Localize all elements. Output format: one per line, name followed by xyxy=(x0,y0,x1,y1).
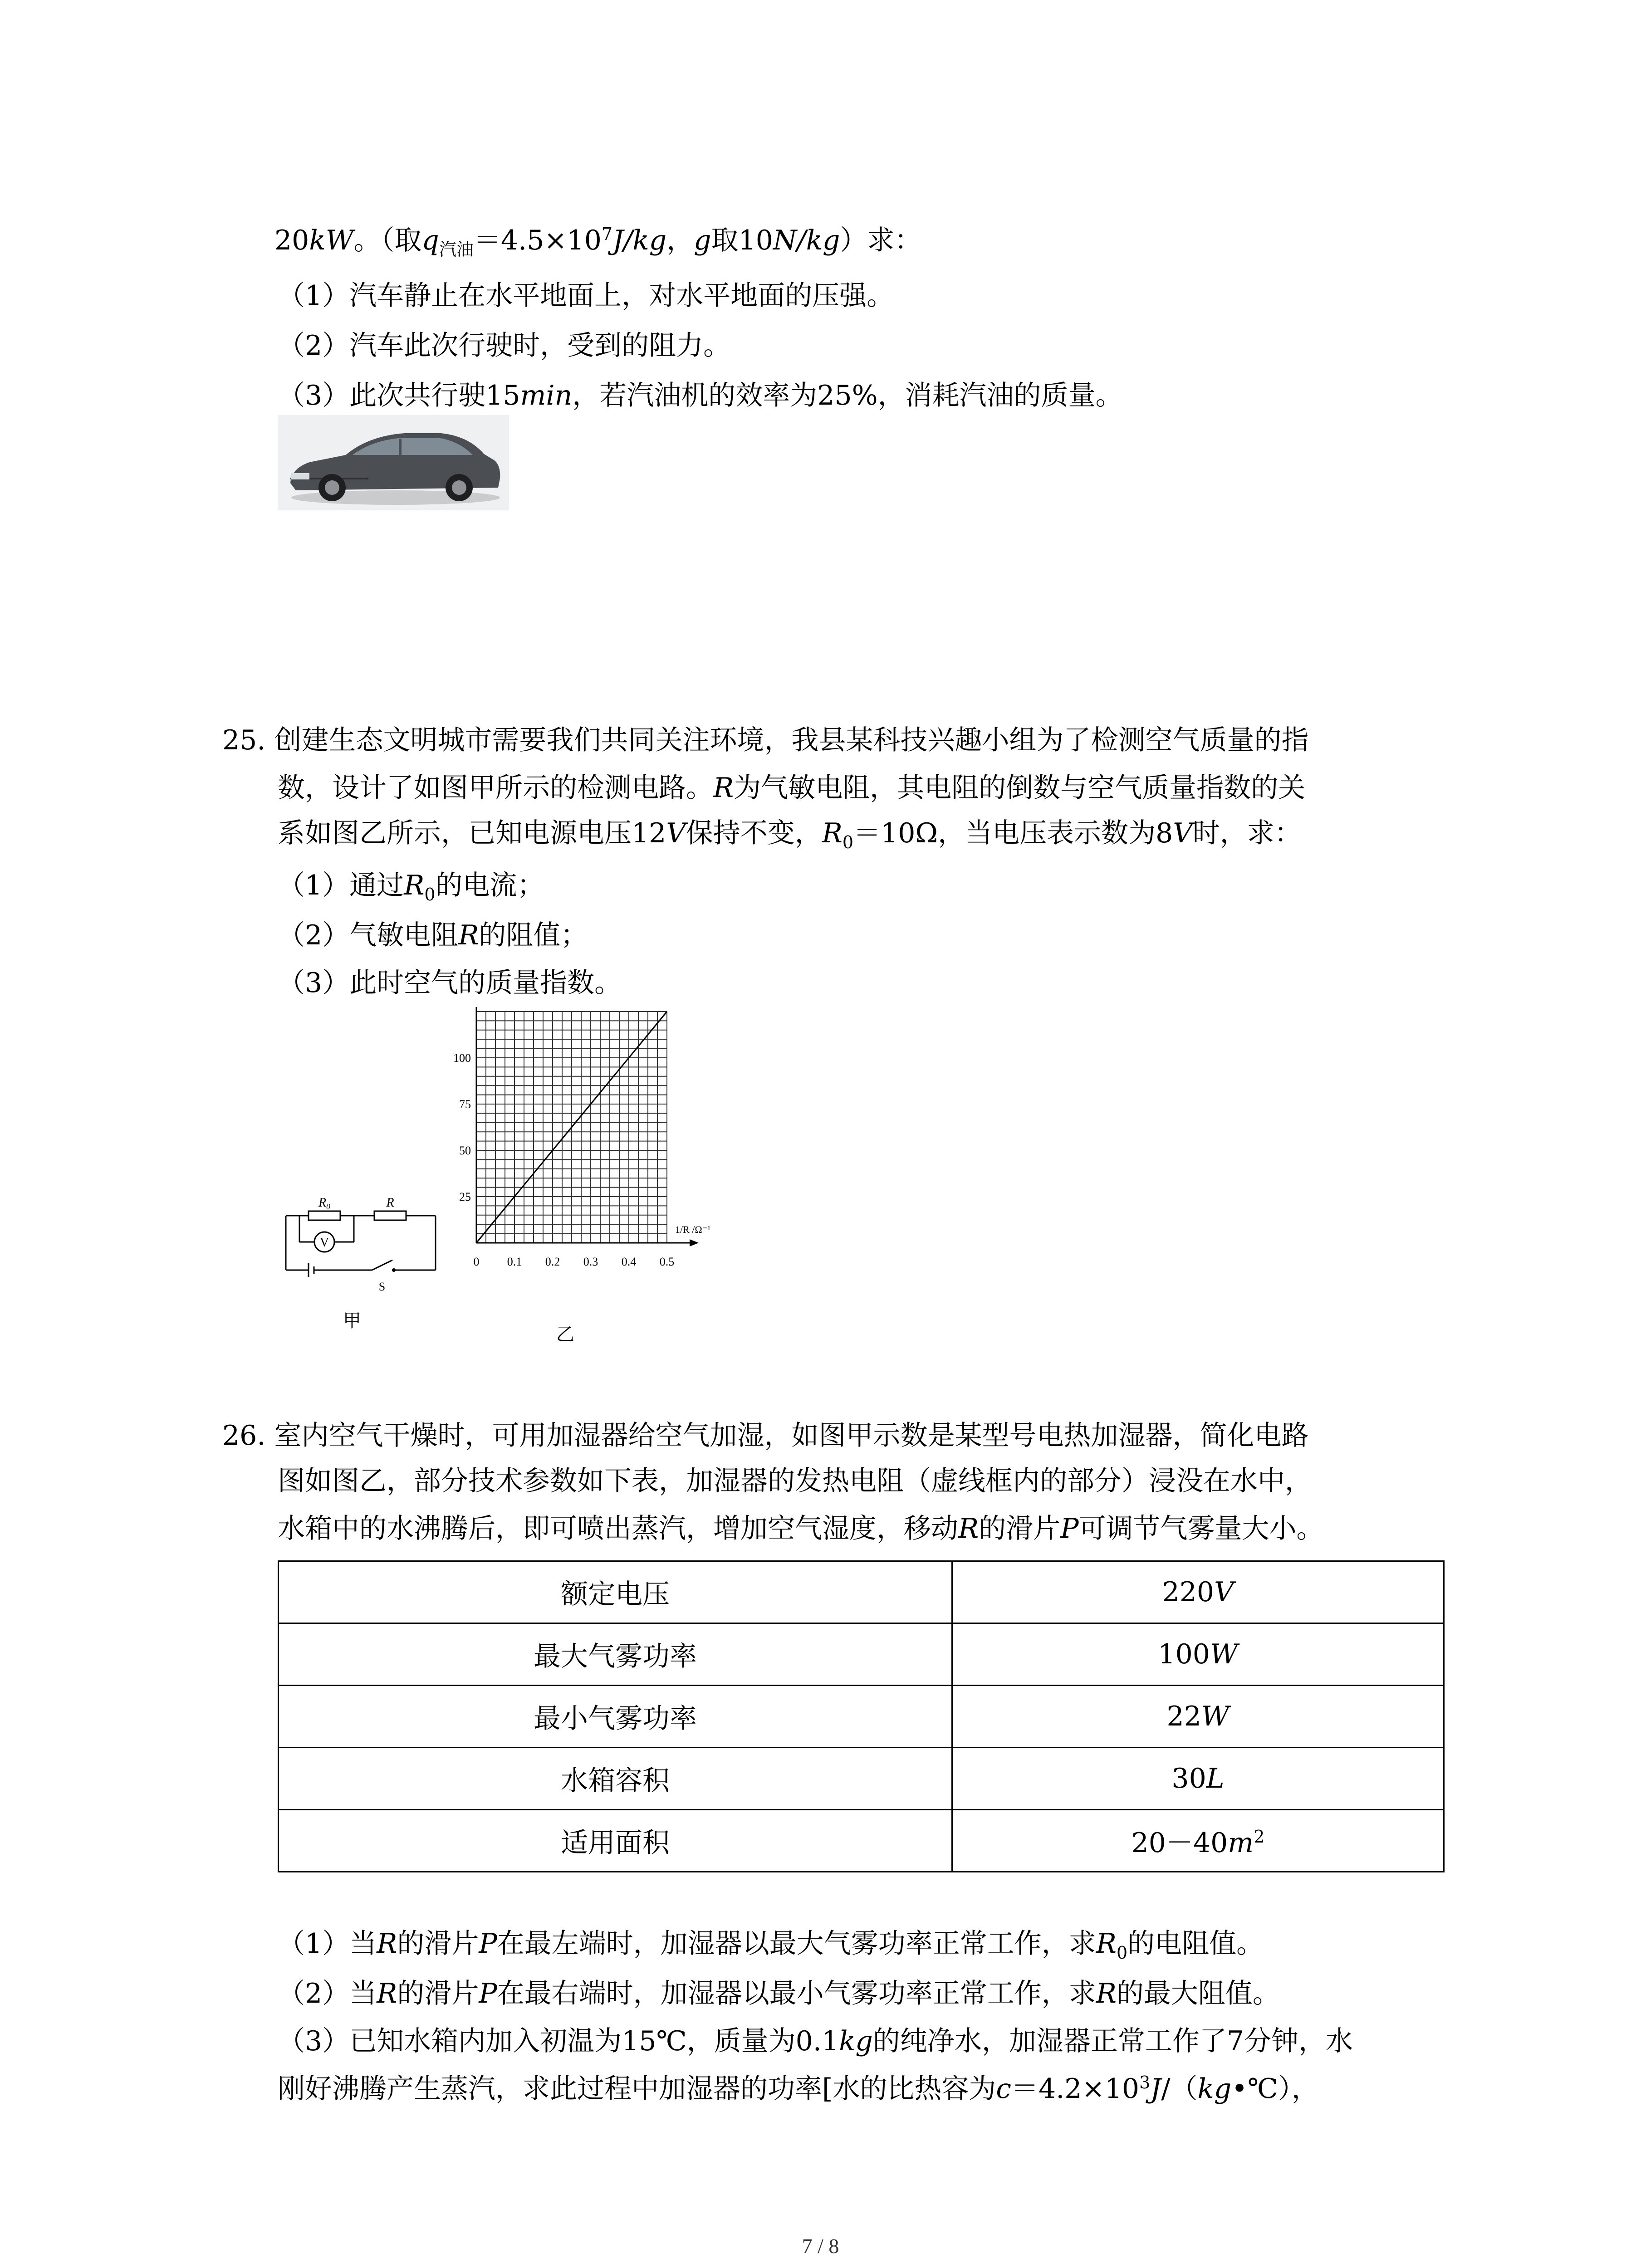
param-name: 最大气雾功率 xyxy=(279,1623,952,1686)
circuit-diagram xyxy=(281,1193,440,1306)
param-value: 22W xyxy=(952,1686,1444,1748)
q24-sub2: （2）汽车此次行驶时，受到的阻力。 xyxy=(278,330,731,362)
q25-line2: 数，设计了如图甲所示的检测电路。R为气敏电阻，其电阻的倒数与空气质量指数的关 xyxy=(278,772,1306,804)
x-axis-label: 1/R /Ω⁻¹ xyxy=(675,1224,710,1235)
q26-line3: 水箱中的水沸腾后，即可喷出蒸汽，增加空气湿度，移动R的滑片P可调节气雾量大小。 xyxy=(278,1513,1324,1545)
q26-sub1: （1）当R的滑片P在最左端时，加湿器以最大气雾功率正常工作，求$R_0$的电阻值。 xyxy=(278,1928,1264,1963)
param-value: 220V xyxy=(952,1561,1444,1623)
table-row xyxy=(279,1810,1444,1872)
y-tick-label: 50 xyxy=(459,1144,471,1157)
param-name: 额定电压 xyxy=(279,1561,952,1623)
param-value: $20-40m^2$ xyxy=(952,1810,1444,1872)
air-quality-chart xyxy=(449,1007,740,1315)
q26-sub2: （2）当R的滑片P在最右端时，加湿器以最小气雾功率正常工作，求R的最大阻值。 xyxy=(278,1978,1280,2009)
q25-sub1: （1）通过$R_0$的电流； xyxy=(278,870,544,904)
car-image xyxy=(278,415,509,510)
q24-sub3: （3）此次共行驶15min，若汽油机的效率为25%，消耗汽油的质量。 xyxy=(278,380,1123,411)
page-number: 7 / 8 xyxy=(802,2234,839,2258)
x-tick-label: 0.4 xyxy=(621,1255,637,1268)
resistor-r0 xyxy=(309,1211,340,1220)
svg-text:R0: $R_0$ xyxy=(318,1196,331,1211)
parameters-table xyxy=(278,1560,1445,1872)
x-tick-label: 0 xyxy=(473,1255,480,1268)
param-value: 100W xyxy=(952,1623,1444,1686)
q25-sub3: （3）此时空气的质量指数。 xyxy=(278,967,622,999)
q24-sub1: （1）汽车静止在水平地面上，对水平地面的压强。 xyxy=(278,280,894,312)
table-row xyxy=(279,1748,1444,1810)
x-axis-arrow xyxy=(690,1239,699,1246)
q26-line1: 26. 室内空气干燥时，可用加湿器给空气加湿，如图甲示数是某型号电热加湿器，简化电路 xyxy=(222,1420,1309,1452)
y-tick-label: 75 xyxy=(459,1098,471,1111)
figure-label-jia: 甲 xyxy=(343,1310,361,1331)
x-tick-label: 0.2 xyxy=(545,1255,560,1268)
resistor-r xyxy=(374,1211,406,1220)
svg-text:V: V xyxy=(319,1236,329,1250)
q25-line3: 系如图乙所示，已知电源电压12V保持不变，$R_0=10\Omega$，当电压表示数为8V时，求： xyxy=(278,817,1302,852)
figure-label-yi: 乙 xyxy=(556,1324,574,1345)
table-row xyxy=(279,1561,1444,1623)
x-tick-label: 0.5 xyxy=(659,1255,675,1268)
table-row xyxy=(279,1686,1444,1748)
y-tick-label: 100 xyxy=(453,1051,471,1065)
svg-text:S: S xyxy=(378,1280,386,1293)
param-name: 适用面积 xyxy=(279,1810,952,1872)
table-row xyxy=(279,1623,1444,1686)
q26-sub3-line2: 刚好沸腾产生蒸汽，求此过程中加湿器的功率[水的比热容为$c=4.2\times 10^3J/(kg•℃)$， xyxy=(278,2072,1319,2105)
svg-text:R: R xyxy=(386,1196,394,1210)
q25-line1: 25. 创建生态文明城市需要我们共同关注环境，我县某科技兴趣小组为了检测空气质量的指 xyxy=(222,724,1309,756)
x-tick-label: 0.3 xyxy=(583,1255,598,1268)
q26-line2: 图如图乙，部分技术参数如下表，加湿器的发热电阻（虚线框内的部分）浸没在水中， xyxy=(278,1465,1312,1497)
q25-sub2: （2）气敏电阻R的阻值； xyxy=(278,919,588,951)
x-tick-label: 0.1 xyxy=(507,1255,522,1268)
q26-sub3-line1: （3）已知水箱内加入初温为15℃，质量为0.1kg的纯净水，加湿器正常工作了7分钟，水 xyxy=(278,2025,1353,2057)
param-name: 水箱容积 xyxy=(279,1748,952,1810)
q24-lead-line: 20kW。（取$q_{汽油}=4.5\times 10^7J/kg$，g取10N/kg）求： xyxy=(274,224,922,259)
y-tick-label: 25 xyxy=(459,1190,471,1203)
param-value: 30L xyxy=(952,1748,1444,1810)
param-name: 最小气雾功率 xyxy=(279,1686,952,1748)
